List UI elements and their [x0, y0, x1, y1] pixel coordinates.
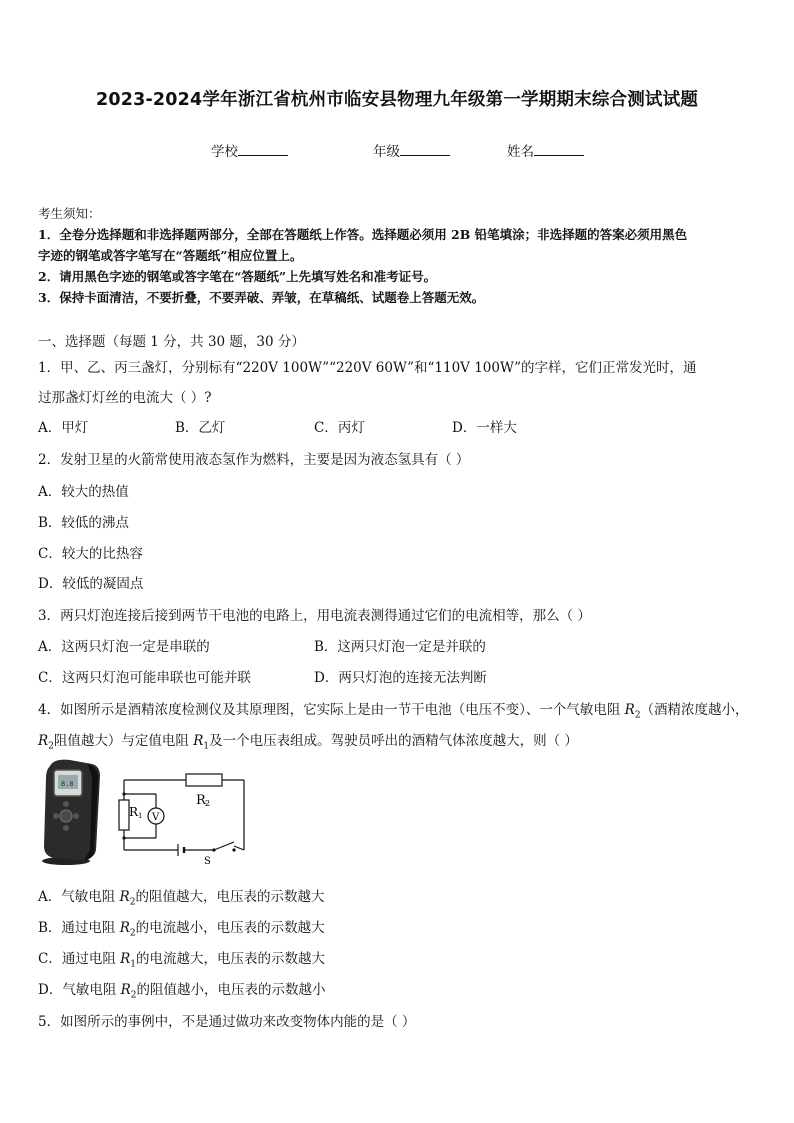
- q2-option-c[interactable]: C．较大的比热容: [38, 546, 143, 562]
- q2-option-a[interactable]: A．较大的热值: [38, 484, 129, 500]
- r-symbol: R: [119, 920, 130, 936]
- section-heading: 一、选择题（每题 1 分，共 30 题，30 分）: [38, 334, 305, 350]
- option-text: B．通过电阻: [38, 920, 120, 936]
- name-label: 姓名: [507, 144, 534, 160]
- page-title: 2023-2024学年浙江省杭州市临安县物理九年级第一学期期末综合测试试题: [95, 90, 699, 110]
- r-subscript: 1: [203, 741, 210, 752]
- q5-stem: 5．如图所示的事例中，不是通过做功来改变物体内能的是（ ）: [38, 1014, 416, 1030]
- school-blank[interactable]: [238, 143, 288, 156]
- q4-text: （酒精浓度越小，: [640, 702, 749, 718]
- notice-item-2: 2．请用黑色字迹的钢笔或答字笔在“答题纸”上先填写姓名和准考证号。: [38, 269, 437, 284]
- circuit-diagram: [116, 770, 250, 866]
- option-text: D．气敏电阻: [38, 982, 121, 998]
- q1-option-c[interactable]: C．丙灯: [314, 420, 365, 436]
- q1-option-b[interactable]: B．乙灯: [175, 420, 226, 436]
- notice-item-1a: 1．全卷分选择题和非选择题两部分，全部在答题纸上作答。选择题必须用 2B 铅笔填涂；非选择题的答案必须用黑色: [38, 227, 688, 242]
- r-symbol: R: [38, 733, 49, 749]
- r-subscript: 2: [129, 897, 136, 908]
- r-subscript: 2: [130, 990, 137, 1001]
- grade-label: 年级: [373, 144, 400, 160]
- name-field: [507, 140, 584, 160]
- r-symbol: R: [193, 733, 204, 749]
- q4-option-d[interactable]: [38, 978, 326, 1001]
- q4-text: 阻值越大）与定值电阻: [53, 733, 194, 749]
- r-symbol: R: [120, 982, 131, 998]
- r-symbol: R: [624, 702, 635, 718]
- q2-stem: 2．发射卫星的火箭常使用液态氢作为燃料，主要是因为液态氢具有（ ）: [38, 452, 470, 468]
- option-text: 的阻值越小，电压表的示数越小: [136, 982, 326, 998]
- q1-stem-line2: 过那盏灯灯丝的电流大（ ）?: [38, 390, 212, 406]
- label-r1: R: [129, 805, 139, 819]
- svg-text:8.8: 8.8: [61, 780, 74, 788]
- name-blank[interactable]: [534, 143, 584, 156]
- q1-option-a[interactable]: A．甲灯: [38, 420, 89, 436]
- label-r1-sub: 1: [138, 812, 143, 820]
- grade-field: [373, 140, 450, 160]
- label-switch: S: [204, 856, 211, 866]
- r-subscript: 1: [130, 959, 137, 970]
- notice-item-1b: 字迹的钢笔或答字笔写在“答题纸”相应位置上。: [38, 248, 303, 263]
- q3-option-b[interactable]: B．这两只灯泡一定是并联的: [314, 639, 486, 655]
- school-field: [211, 140, 288, 160]
- r-subscript: 2: [129, 928, 136, 939]
- q4-text: 及一个电压表组成。驾驶员呼出的酒精气体浓度越大，则（ ）: [209, 733, 578, 749]
- school-label: 学校: [211, 144, 238, 160]
- r-symbol: R: [119, 889, 130, 905]
- q4-option-a[interactable]: [38, 885, 324, 908]
- notice-heading: 考生须知：: [38, 206, 101, 221]
- r-subscript: 2: [48, 741, 54, 752]
- option-text: 的阻值越大，电压表的示数越大: [135, 889, 325, 905]
- grade-blank[interactable]: [400, 143, 450, 156]
- q4-option-c[interactable]: [38, 947, 325, 970]
- q4-stem-line2: [38, 729, 578, 752]
- label-r2-sub: 2: [205, 799, 211, 808]
- option-text: 的电流越小，电压表的示数越大: [135, 920, 325, 936]
- q2-option-d[interactable]: D．较低的凝固点: [38, 576, 144, 592]
- q1-stem-line1: 1．甲、乙、丙三盏灯，分别标有“220V 100W”“220V 60W”和“110V 100W”的字样，它们正常发光时，通: [38, 360, 697, 376]
- breathalyzer-device-image: [40, 758, 102, 866]
- option-text: A．气敏电阻: [38, 889, 120, 905]
- r-subscript: 2: [634, 710, 641, 721]
- q3-option-c[interactable]: C．这两只灯泡可能串联也可能并联: [38, 670, 251, 686]
- option-text: 的电流越大，电压表的示数越大: [136, 951, 326, 967]
- q4-stem-line1: [38, 698, 749, 721]
- q3-option-d[interactable]: D．两只灯泡的连接无法判断: [314, 670, 487, 686]
- q4-text: 4．如图所示是酒精浓度检测仪及其原理图，它实际上是由一节干电池（电压不变）、一个气敏电阻: [38, 702, 625, 718]
- q2-option-b[interactable]: B．较低的沸点: [38, 515, 129, 531]
- label-voltmeter: V: [152, 812, 160, 823]
- q3-stem: 3．两只灯泡连接后接到两节干电池的电路上，用电流表测得通过它们的电流相等，那么（ ）: [38, 608, 591, 624]
- q3-option-a[interactable]: A．这两只灯泡一定是串联的: [38, 639, 210, 655]
- label-r2: R: [196, 793, 206, 808]
- q4-option-b[interactable]: [38, 916, 325, 939]
- q1-option-d[interactable]: D．一样大: [452, 420, 517, 436]
- option-text: C．通过电阻: [38, 951, 121, 967]
- notice-item-3: 3．保持卡面清洁，不要折叠，不要弄破、弄皱，在草稿纸、试题卷上答题无效。: [38, 290, 485, 305]
- r-symbol: R: [120, 951, 131, 967]
